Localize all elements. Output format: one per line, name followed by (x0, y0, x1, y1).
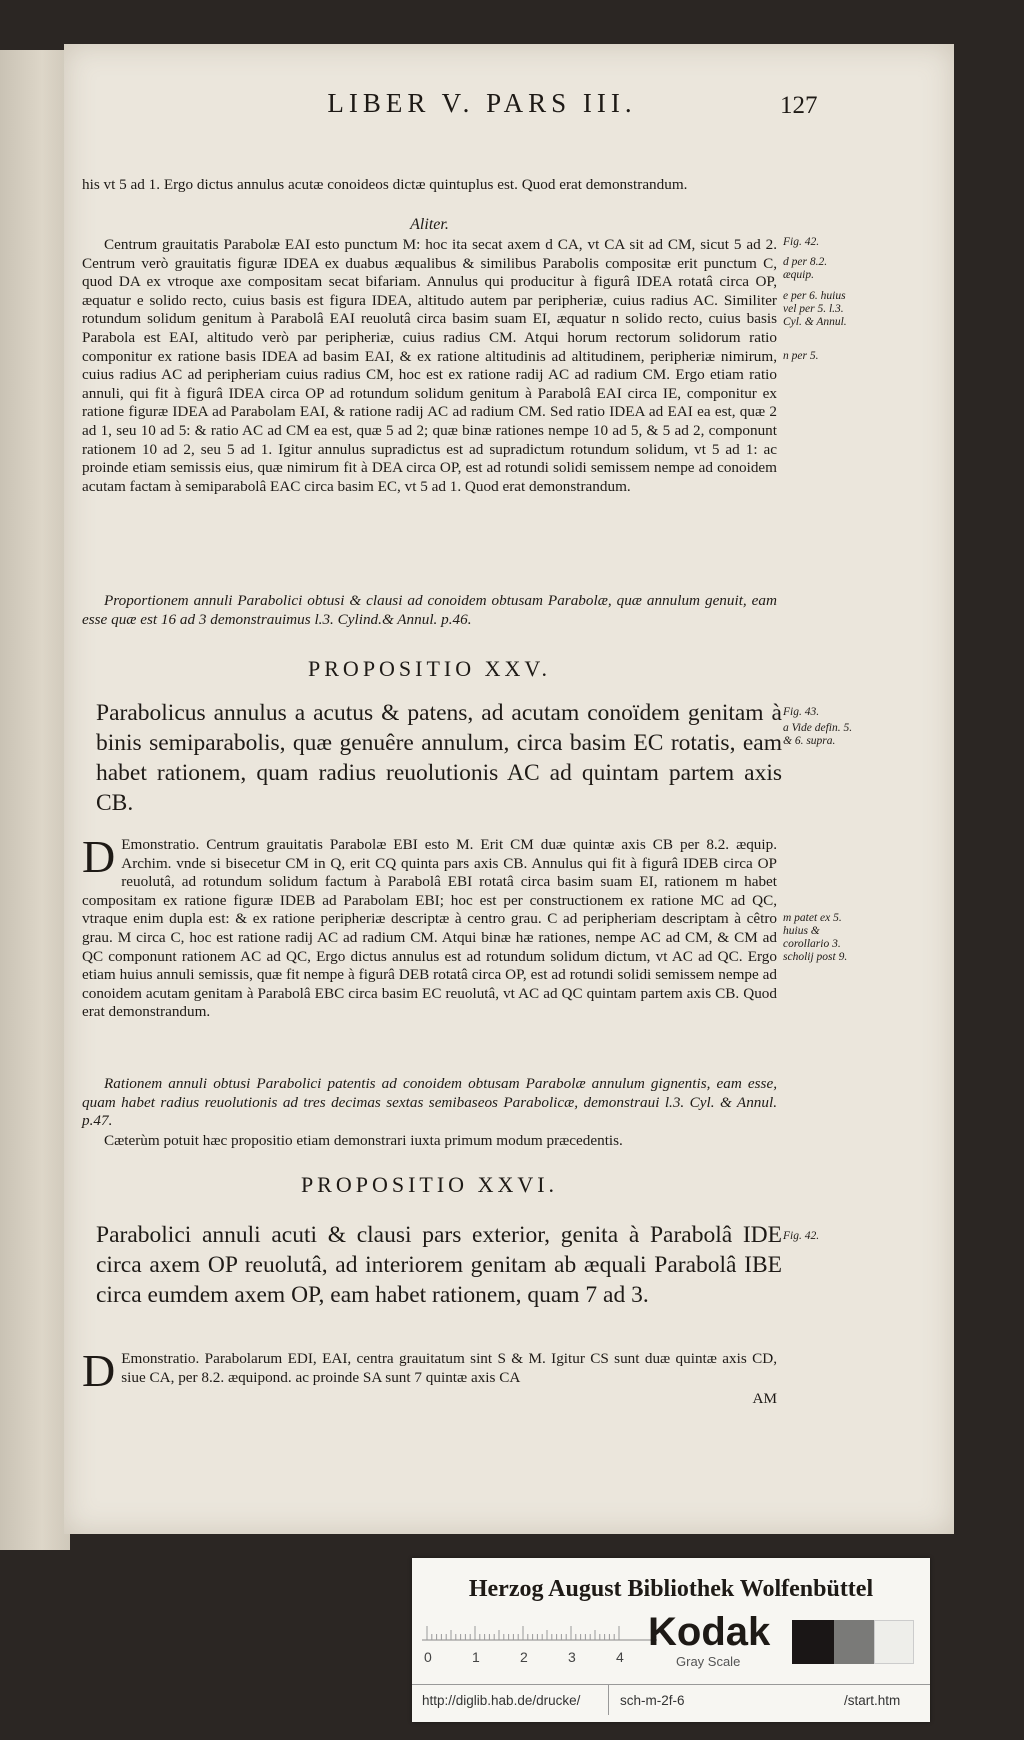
dropcap-26: D (82, 1345, 116, 1396)
label-url-row (412, 1684, 930, 1715)
intro-paragraph (82, 176, 777, 195)
demonstration-26-text: Emonstratio. Parabolarum EDI, EAI, centra grauitatum sint S & M. Igitur CS sunt duæ quintæ axis CD, siue CA, per 8.2. æquipond. ac proinde SA sunt 7 quintæ axis CA (121, 1350, 777, 1386)
margin-note-e: e per 6. huius vel per 5. l.3. Cyl. & Annul. (783, 290, 847, 328)
gray-patch-white (874, 1620, 914, 1664)
enunciation-25-text: Parabolicus annulus a acutus & patens, ad acutam conoïdem genitam à binis semiparabolis, quæ genuêre annulum, circa basim EC rotatis, eam habet rationem, quam radius reuolutionis AC ad quintam partem axis CB. (96, 700, 782, 816)
library-label-card (412, 1558, 930, 1722)
demonstration-25-text: Emonstratio. Centrum grauitatis Parabolæ EBI esto M. Erit CM duæ quintæ axis CB per 8.2. æquip. Archim. vnde si bisecetur CM in Q, erit CQ quinta pars axis CB. Annulus qui fit à figurâ IDEB circa OP reuolutâ, ad rotundum solidum factum à Parabolâ EBI rotatâ circa basim suam EI, rationem m habet compositam ex ratione figuræ IDEB ad Parabolam EBI; hoc est per constructionem ex ratione MC ad QC, vtraque enim dupla est: & ex ratione peripheriæ descriptæ à centro grau. C ad peripheriam descriptam à cêtro grau. M circa C, hoc est ratione radij AC ad radium CM. Atqui binæ hæ rationes, nempe AC ad CM, & CM ad QC componunt rationem AC ad QC, Ergo dictus annulus est ad rotundum solidum dictum, vt AC ad QC. Ergo etiam huius annuli semissis, quæ fit nempe à figurâ DEB rotatâ circa OP, est ad rotundi solidi semissem nempe ad conoidem acutam genitam à Parabolâ EBC circa basim EC reuolutâ, vt AC ad QC quintam partem axis CB. Quod erat demonstrandum. (82, 836, 777, 1021)
label-url: http://diglib.hab.de/drucke/ (422, 1693, 581, 1708)
ruler-tick-2: 2 (520, 1649, 528, 1665)
ruler-tick-0: 0 (424, 1649, 432, 1665)
catchword: AM (752, 1390, 777, 1407)
intro-text: his vt 5 ad 1. Ergo dictus annulus acutæ conoideos dictæ quintuplus est. Quod erat demonstrandum. (82, 176, 688, 193)
margin-note-a: a Vide defin. 5. & 6. supra. (783, 722, 853, 747)
margin-note-fig42: Fig. 42. (783, 236, 820, 248)
label-shelfmark: sch-m-2f-6 (620, 1693, 685, 1708)
label-divider-1 (608, 1685, 609, 1715)
margin-note-fig43: Fig. 43. (783, 706, 820, 718)
italic-note-1: Proportionem annuli Parabolici obtusi & clausi ad conoidem obtusam Parabolæ, quæ annulum genuit, eam esse quæ est 16 ad 3 demonstrauimus l.3. Cylind.& Annul. p.46. (82, 592, 777, 628)
ruler-tick-3: 3 (568, 1649, 576, 1665)
proposition-25-demonstration (82, 831, 777, 1022)
gray-patch-black (792, 1620, 834, 1664)
ruler-scale (422, 1620, 657, 1670)
margin-note-m: m patet ex 5. huius & corollario 3. scholij post 9. (783, 912, 848, 963)
ruler-tick-1: 1 (472, 1649, 480, 1665)
italic-note-25: Rationem annuli obtusi Parabolici patentis ad conoidem obtusam Parabolæ annulum gignentis, eam esse, quam habet radius reuolutionis ad tres decimas sextas semibaseos Parabolicæ, demonstraui l.3. Cyl. & Annul. p.47. (82, 1075, 777, 1130)
dropcap-25: D (82, 831, 116, 882)
proposition-25-enunciation (96, 698, 782, 818)
label-start: /start.htm (844, 1693, 901, 1708)
margin-note-fig42-b: Fig. 42. (783, 1230, 820, 1242)
kodak-logo: Kodak (648, 1610, 771, 1654)
proposition-25-title: PROPOSITIO XXV. (308, 656, 551, 681)
margin-note-n: n per 5. (783, 350, 819, 362)
proposition-26-title: PROPOSITIO XXVI. (300, 1172, 559, 1197)
gray-patch-mid (834, 1620, 874, 1664)
page-edge-left (0, 50, 70, 1550)
running-header: LIBER V. PARS III. (327, 88, 637, 118)
library-name: Herzog August Bibliothek Wolfenbüttel (468, 1576, 874, 1602)
aliter-paragraph: Centrum grauitatis Parabolæ EAI esto punctum M: hoc ita secat axem d CA, vt CA sit ad CM, sicut 5 ad 2. Centrum verò grauitatis figuræ IDEA ex duabus æqualibus & similibus Parabolis compositæ erit punctum C, quod DA ex vtroque axe compositam secat bifariam. Annulus qui producitur à figurâ IDEA rotatâ circa OP, æquatur e solido recto, cuius basis est figura IDEA, altitudo autem par peripheriæ, cuius radius AC. Similiter rotundum solidum genitum à Parabolâ EAI reuolutâ circa basim suam EI, æquatur n solido recto, cuius basis Parabola est EAI, altitudo verò par peripheriæ, cuius radius CM. Atqui horum rectorum solidorum ratio componitur ex ratione basis IDEA ad basim EAI, & ex ratione altitudinis ad altitudinem, peripheriæ nimirum, cuius radius AC ad peripheriam cuius radius CM, hoc est ex ratione radij AC ad radium CM. Ergo etiam ratio annuli, qui fit à figurâ IDEA circa OP ad rotundum solidum genitum à Parabolâ EAI circa IE, componitur ex ratione figuræ IDEA ad Parabolam EAI, & ratione radij AC ad radium CM. Sed ratio IDEA ad EAI ea est, quæ 2 ad 1, seu 10 ad 5: & ratio AC ad CM ea est, quæ 5 ad 2; quæ binæ rationes nempe 10 ad 5, & 5 ad 2, componunt rationem 10 ad 2, seu 5 ad 1. Igitur annulus supradictus est ad supradictum rotundum solidum, vt 5 ad 1: ac proinde etiam semissis eius, quæ nimirum fit à DEA circa OP, est ad rotundi solidi semissem nempe ad conoidem acutam factam à semiparabolâ EAC circa basim EC, vt 5 ad 1. Quod erat demonstrandum. (82, 236, 777, 495)
page-number: 127 (780, 92, 818, 119)
ruler-tick-4: 4 (616, 1649, 624, 1665)
aliter-heading: Aliter. (410, 216, 449, 233)
proposition-26-demonstration (82, 1345, 777, 1396)
proposition-26-enunciation (96, 1220, 782, 1310)
enunciation-26-text: Parabolici annuli acuti & clausi pars exterior, genita à Parabolâ IDE circa axem OP reuolutâ, ad interiorem genitam ab æquali Parabolâ IBE circa eumdem axem OP, eam habet rationem, quam 7 ad 3. (96, 1222, 782, 1308)
gray-scale-label: Gray Scale (676, 1654, 741, 1669)
margin-note-d: d per 8.2. æquip. (783, 256, 828, 281)
closing-25: Cæterùm potuit hæc propositio etiam demonstrari iuxta primum modum præcedentis. (104, 1132, 623, 1149)
